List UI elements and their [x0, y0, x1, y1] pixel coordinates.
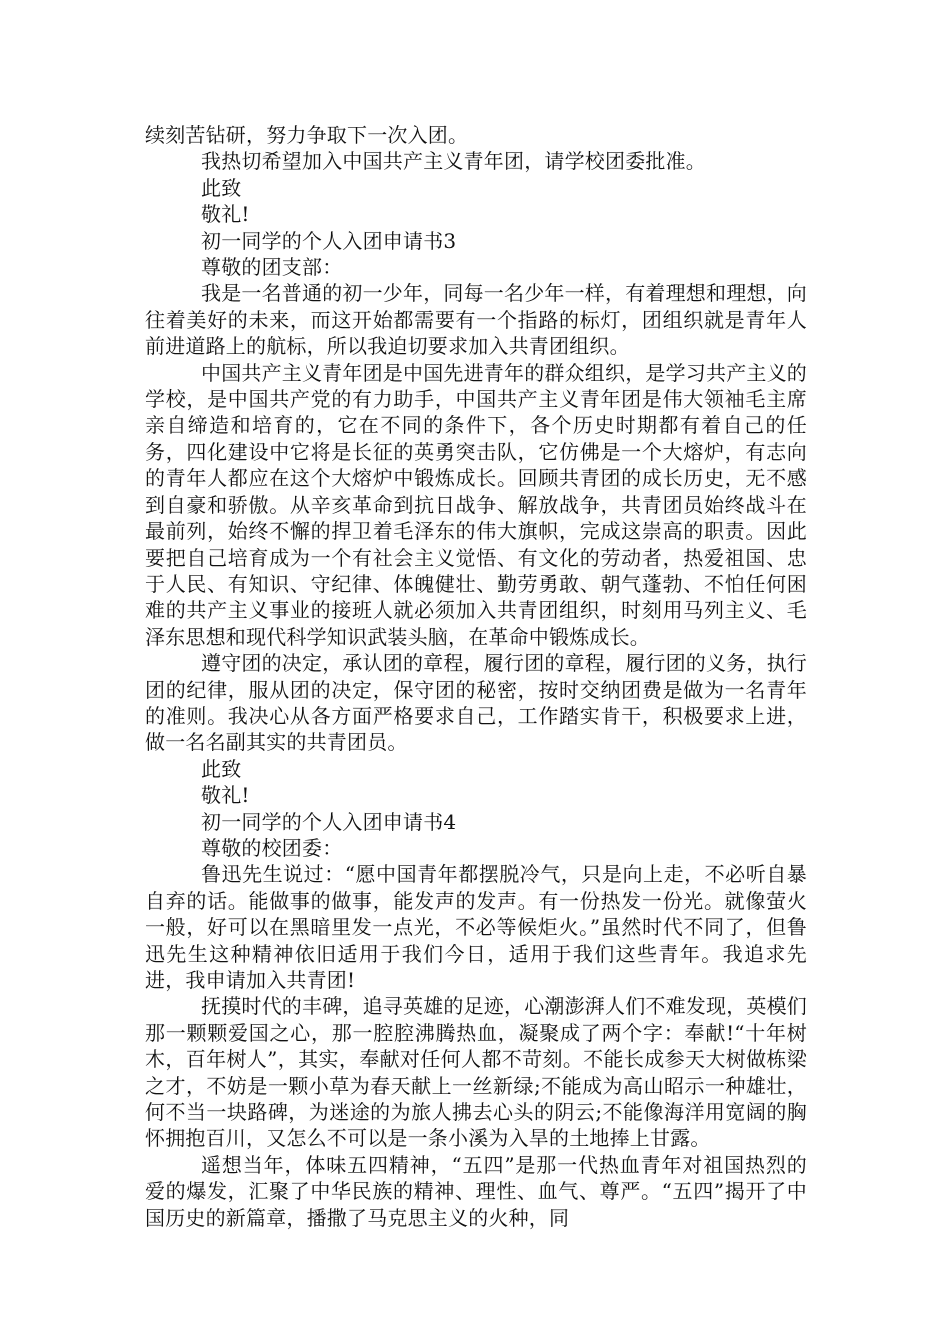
document-body [145, 122, 807, 1231]
paragraph: 中国共产主义青年团是中国先进青年的群众组织，是学习共产主义的学校，是中国共产党的有力助手，中国共产主义青年团是伟大领袖毛主席亲自缔造和培育的，它在不同的条件下，各个历史时期都有着自己的任务，四化建设中它将是长征的英勇突击队，它仿佛是一个大熔炉，有志向的青年人都应在这个大熔炉中锻炼成长。回顾共青团的成长历史，无不感到自豪和骄傲。从辛亥革命到抗日战争、解放战争，共青团员始终战斗在最前列，始终不懈的捍卫着毛泽东的伟大旗帜，完成这崇高的职责。因此要把自己培育成为一个有社会主义觉悟、有文化的劳动者，热爱祖国、忠于人民、有知识、守纪律、体魄健壮、勤劳勇敢、朝气蓬勃、不怕任何困难的共产主义事业的接班人就必须加入共青团组织，时刻用马列主义、毛泽东思想和现代科学知识武装头脑，在革命中锻炼成长。 [145, 360, 807, 649]
closing-salute: 敬礼! [201, 783, 250, 808]
salutation: 尊敬的团支部： [201, 255, 343, 280]
paragraph: 续刻苦钻研，努力争取下一次入团。 [145, 123, 469, 147]
closing-line: 此致 [201, 756, 242, 781]
paragraph: 抚摸时代的丰碑，追寻英雄的足迹，心潮澎湃人们不难发现，英模们那一颗颗爱国之心，那一腔腔沸腾热血，凝聚成了两个字：奉献!“十年树木，百年树人”，其实，奉献对任何人都不苛刻。不能长成参天大树做栋梁之才，不妨是一颗小草为春天献上一丝新绿;不能成为高山昭示一种雄壮，何不当一块路碑，为迷途的为旅人拂去心头的阴云;不能像海洋用宽阔的胸怀拥抱百川，又怎么不可以是一条小溪为入旱的土地捧上甘露。 [145, 994, 807, 1151]
closing-line: 此致 [201, 175, 242, 200]
paragraph: 我热切希望加入中国共产主义青年团，请学校团委批准。 [201, 149, 706, 174]
closing-salute: 敬礼! [201, 202, 250, 227]
paragraph: 鲁迅先生说过：“愿中国青年都摆脱冷气，只是向上走，不必听自暴自弃的话。能做事的做事，能发声的发声。有一份热发一份光。就像萤火一般，好可以在黑暗里发一点光，不必等候炬火。”虽然时代不同了，但鲁迅先生这种精神依旧适用于我们今日，适用于我们这些青年。我追求先进，我申请加入共青团! [145, 862, 807, 992]
section-title: 初一同学的个人入团申请书3 [201, 228, 457, 253]
section-title: 初一同学的个人入团申请书4 [201, 809, 457, 834]
paragraph: 遥想当年，体味五四精神，“五四”是那一代热血青年对祖国热烈的爱的爆发，汇聚了中华民族的精神、理性、血气、尊严。“五四”揭开了中国历史的新篇章，播撒了马克思主义的火种，同 [145, 1152, 807, 1230]
salutation: 尊敬的校团委： [201, 835, 343, 860]
paragraph: 我是一名普通的初一少年，同每一名少年一样，有着理想和理想，向往着美好的未来，而这开始都需要有一个指路的标灯，团组织就是青年人前进道路上的航标，所以我迫切要求加入共青团组织。 [145, 281, 807, 359]
paragraph: 遵守团的决定，承认团的章程，履行团的章程，履行团的义务，执行团的纪律，服从团的决定，保守团的秘密，按时交纳团费是做为一名青年的准则。我决心从各方面严格要求自己，工作踏实肯干，积极要求上进，做一名名副其实的共青团员。 [145, 651, 807, 755]
